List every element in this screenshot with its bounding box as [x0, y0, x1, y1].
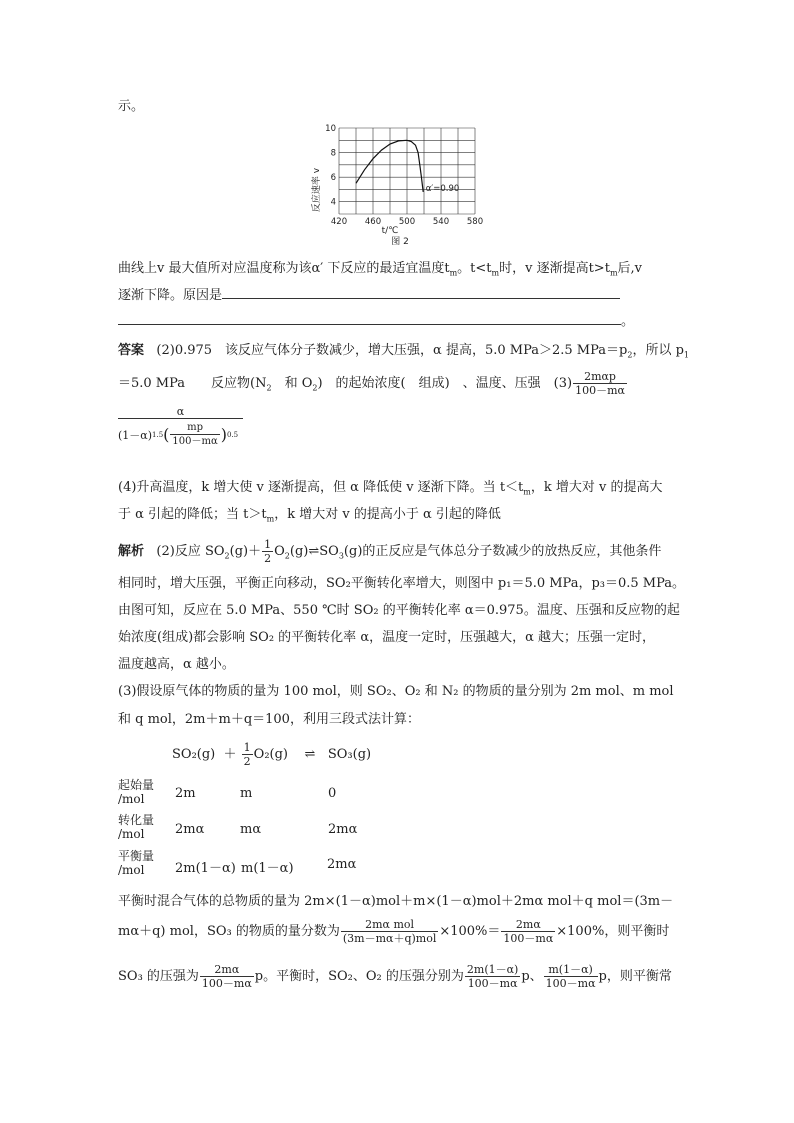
x-tick-label: 500: [398, 217, 416, 227]
answer-text: (2)0.975 该反应气体分子数减少，增大压强，α 提高，5.0 MPa＞2.5 MPa＝p: [156, 343, 628, 358]
fraction: [200, 963, 254, 990]
fraction-numerator: 2mα: [214, 963, 240, 976]
fraction-numerator: 2mα: [515, 918, 541, 931]
inner-fraction: [170, 421, 219, 448]
denominator-part: (1－α): [118, 428, 153, 442]
tail-text: ×100%＝: [439, 924, 501, 939]
subscript: m: [266, 514, 275, 524]
subscript: 2: [266, 383, 272, 393]
answer-text: ) 的起始浓度( 组成) 、温度、压强 (3): [317, 376, 573, 391]
fraction-denominator: 100－mα: [575, 384, 625, 397]
analysis-line-4: 始浓度(组成)都会影响 SO₂ 的平衡转化率 α，温度一定时，压强越大，α 越大；压强一定时，: [118, 630, 656, 645]
subscript: 3: [338, 551, 344, 561]
table-cell: 2m(1－α): [175, 861, 236, 876]
fraction-denominator: 2: [264, 552, 272, 565]
table-cell: 0: [328, 786, 337, 801]
x-tick-label: 580: [466, 217, 484, 227]
table-cell: m(1－α): [241, 861, 294, 876]
analysis-text: (2)反应 SO: [156, 544, 225, 559]
analysis-text: S: [319, 544, 329, 559]
answer-text: 于 α 引起的降低；当 t＞t: [118, 507, 267, 522]
x-tick-label: 420: [330, 217, 348, 227]
fraction-denominator: (1－α) 1.5 ( $\frac{mp}{100-m\alpha}$ ) 0.5: [118, 418, 243, 448]
q4-text: 。t<t: [457, 261, 492, 276]
analysis-line-1: [118, 538, 661, 565]
fraction-denominator: 100－mα: [172, 436, 218, 447]
subscript: m: [449, 268, 458, 278]
chart-ylabel: 反应速率 v: [312, 167, 322, 213]
species: O₂(g): [253, 747, 289, 762]
fraction-denominator: 100－mα: [503, 932, 554, 945]
analysis-text: O: [328, 544, 339, 559]
fraction: [501, 918, 555, 945]
fraction-numerator: m(1－α): [548, 963, 593, 976]
row-unit: /mol: [118, 863, 145, 877]
answer-text: 和 O: [271, 376, 313, 391]
table-cell: 2mα: [175, 822, 205, 837]
row-unit: /mol: [118, 792, 145, 806]
answer-blank: [222, 286, 620, 299]
q4-text: 逐渐下降。原因是: [118, 288, 223, 303]
tail-line-2: [118, 918, 669, 945]
tail-line-3: [118, 963, 672, 990]
plus-sign: ＋: [223, 747, 237, 762]
x-tick-label: 540: [432, 217, 450, 227]
row-unit: /mol: [118, 827, 145, 841]
analysis-text: (g)的正反应是气体总分子数减少的放热反应，其他条件: [343, 544, 662, 559]
analysis-line-5: 温度越高，α 越小。: [118, 657, 235, 672]
q4-line-3: [118, 310, 634, 329]
fraction-numerator: 1: [243, 741, 251, 754]
q4-line-1: [118, 257, 642, 278]
table-cell: 2mα: [327, 857, 357, 872]
fraction: [573, 370, 627, 397]
table-row-label: [118, 778, 154, 806]
analysis-text: (g): [289, 544, 309, 559]
subscript: m: [523, 487, 531, 497]
series-annotation: α′=0.90: [425, 184, 460, 195]
q4-text: 时，v 逐渐提高t>t: [499, 261, 610, 276]
tail-text: mα＋q) mol，SO₃ 的物质的量分数为: [118, 924, 340, 939]
subscript: 1: [683, 350, 690, 360]
answer-fraction-2: [118, 405, 243, 448]
analysis-text: (g)＋: [229, 544, 262, 559]
q4-text: 曲线上v 最大值所对应温度称为该α′ 下反应的最适宜温度t: [118, 261, 450, 276]
fraction-numerator: α: [176, 405, 185, 418]
fraction: [465, 963, 520, 990]
equilibrium-arrow: ⇌: [308, 544, 320, 559]
tail-text: p。平衡时，SO₂、O₂ 的压强分别为: [254, 969, 464, 984]
fraction-numerator: mp: [187, 422, 204, 433]
table-cell: mα: [240, 822, 262, 837]
fraction-numerator: 1: [264, 538, 272, 551]
q4-end: 。: [621, 314, 635, 329]
fraction-numerator: 2mαp: [584, 370, 616, 383]
answer-line-2: [118, 370, 628, 397]
q4-text: 后,v: [617, 261, 643, 276]
table-cell: 2mα: [328, 822, 358, 837]
analysis-line-3: 由图可知，反应在 5.0 MPa、550 ℃时 SO₂ 的平衡转化率 α＝0.975。温度、压强和反应物的起: [118, 603, 680, 618]
row-label: 起始量: [118, 778, 155, 792]
subscript: 2: [284, 551, 290, 561]
tail-line-1: 平衡时混合气体的总物质的量为 2m×(1－α)mol＋m×(1－α)mol＋2mα mol＋q mol＝(3m－: [118, 894, 674, 909]
rate-curve: [356, 140, 423, 192]
y-tick-label: 6: [330, 173, 336, 184]
analysis-label: 解析: [118, 544, 145, 559]
answer-text: ，所以 p: [632, 343, 684, 358]
subscript: 2: [224, 551, 230, 561]
equilibrium-arrow: ⇌: [304, 747, 316, 762]
intro-text: 示。: [118, 99, 145, 114]
tail-text: SO₃ 的压强为: [118, 969, 199, 984]
fraction: [242, 741, 253, 768]
species: SO₃(g): [327, 747, 372, 762]
y-tick-label: 4: [330, 197, 336, 208]
analysis-line-7: 和 q mol，2m＋m＋q＝100，利用三段式法计算：: [118, 712, 420, 727]
fraction-numerator: 2mα mol: [365, 918, 415, 931]
analysis-line-2: 相同时，增大压强，平衡正向移动，SO₂平衡转化率增大，则图中 p₁＝5.0 MPa，p₃＝0.5 MPa。: [118, 576, 686, 591]
answer-line-4: [118, 476, 663, 497]
x-tick-label: 460: [364, 217, 382, 227]
answer-text: ，k 增大对 v 的提高小于 α 引起的降低: [274, 507, 501, 522]
analysis-line-6: (3)假设原气体的物质的量为 100 mol，则 SO₂、O₂ 和 N₂ 的物质的量分别为 2m mol、m mol: [118, 684, 674, 699]
row-label: 转化量: [118, 813, 155, 827]
y-tick-label: 8: [330, 148, 336, 159]
chart-caption: 图 2: [391, 237, 409, 247]
q4-line-2: [118, 284, 620, 303]
fraction-denominator: 2: [243, 755, 251, 768]
answer-text: (4)升高温度，k 增大使 v 逐渐提高，但 α 降低使 v 逐渐下降。当 t＜t: [118, 480, 524, 495]
fraction-denominator: 100－mα: [201, 977, 252, 990]
answer-line-5: [118, 503, 501, 524]
fraction: [544, 963, 598, 990]
fraction-numerator: 2m(1－α): [466, 963, 519, 976]
table-header: [172, 741, 371, 768]
table-cell: 2m: [175, 786, 196, 801]
superscript: 0.5: [226, 430, 239, 439]
species: SO₂(g): [172, 747, 216, 762]
answer-text: ＝5.0 MPa 反应物(N: [118, 376, 267, 391]
answer-line-1: [118, 339, 689, 360]
rate-temperature-chart: [305, 118, 505, 248]
fraction-denominator: 100－mα: [465, 976, 520, 990]
fraction-denominator: (3m－mα＋q)mol: [342, 932, 437, 945]
table-row-label: [118, 849, 154, 877]
y-tick-label: 10: [325, 124, 336, 134]
chart-xlabel: t/℃: [381, 226, 399, 236]
tail-text: ×100%，则平衡时: [556, 924, 670, 939]
fraction: [341, 918, 438, 945]
subscript: m: [609, 268, 618, 278]
row-label: 平衡量: [118, 849, 155, 863]
subscript: 2: [627, 350, 633, 360]
tail-text: p，则平衡常: [598, 969, 672, 984]
fraction-denominator: 100－mα: [545, 977, 596, 990]
table-cell: m: [240, 786, 253, 801]
table-row-label: [118, 813, 154, 841]
fraction: [262, 538, 273, 565]
subscript: 2: [312, 383, 318, 393]
answer-label: 答案: [118, 343, 145, 358]
subscript: m: [491, 268, 500, 278]
tail-text: p、: [521, 969, 543, 984]
superscript: 1.5: [152, 430, 164, 439]
analysis-text: O: [274, 544, 285, 559]
answer-blank: [118, 312, 621, 325]
answer-text: ，k 增大对 v 的提高大: [530, 480, 663, 495]
